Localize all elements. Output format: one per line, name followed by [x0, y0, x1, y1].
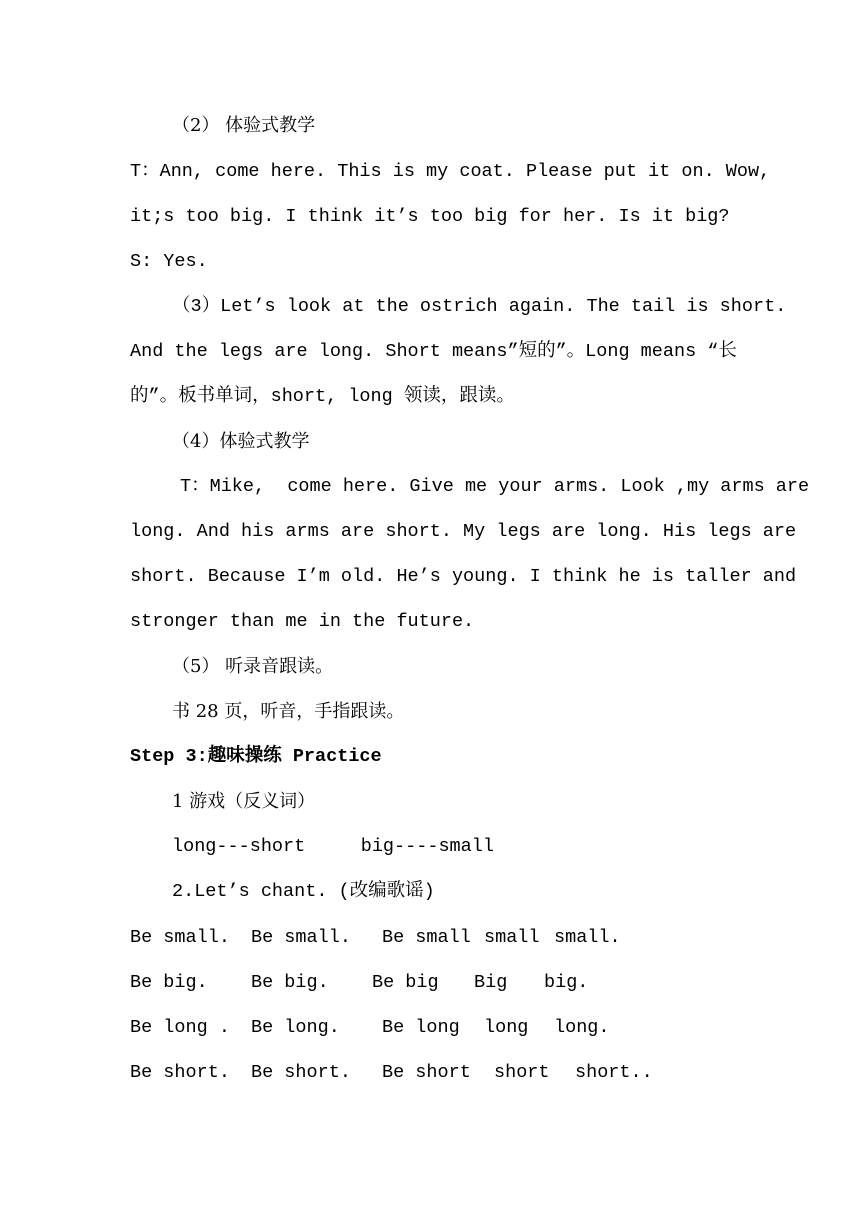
paragraph-line: 的”。板书单词，short, long 领读，跟读。: [130, 386, 515, 407]
paragraph-line: S: Yes.: [130, 251, 208, 272]
chant-cell: Be short: [382, 1062, 471, 1083]
chant-cell: Be long: [382, 1017, 460, 1038]
chant-cell: Be big.: [251, 972, 329, 993]
chant-cell: Be long.: [251, 1017, 340, 1038]
paragraph-line: 书 28 页，听音，手指跟读。: [172, 701, 405, 722]
chant-row: [130, 1061, 653, 1229]
step-3-heading: Step 3:趣味操练 Practice: [130, 746, 382, 767]
heading-listen-5: （5） 听录音跟读。: [172, 656, 334, 677]
heading-experiential-4: （4）体验式教学: [172, 431, 310, 452]
paragraph-line: long. And his arms are short. My legs are long. His legs are: [130, 521, 797, 542]
chant-cell: small: [484, 927, 540, 948]
paragraph-line: stronger than me in the future.: [130, 611, 475, 632]
paragraph-line: And the legs are long. Short means”短的”。Long means “长: [130, 341, 737, 362]
text-segment: T：Ann, come here. This is my coat. Please put it on. Wow,: [130, 161, 771, 182]
chant-cell: Be long .: [130, 1017, 230, 1038]
paragraph-line: it;s too big. I think it’s too big for her. Is it big?: [130, 206, 730, 227]
paragraph-line: short. Because I’m old. He’s young. I think he is taller and: [130, 566, 797, 587]
chant-cell: short: [494, 1062, 550, 1083]
chant-cell: Be small.: [251, 927, 351, 948]
chant-cell: Be small: [382, 927, 471, 948]
chant-cell: short..: [575, 1062, 653, 1083]
paragraph-line: 1 游戏（反义词）: [172, 791, 316, 812]
chant-cell: Be big.: [130, 972, 208, 993]
antonym-pairs: long---short big----small: [172, 836, 494, 857]
heading-experiential-2: （2） 体验式教学: [172, 115, 316, 136]
chant-cell: big.: [544, 972, 589, 993]
chant-cell: small.: [554, 927, 621, 948]
paragraph-line: [130, 160, 771, 184]
chant-heading: 2.Let’s chant. (改编歌谣): [172, 881, 435, 902]
chant-cell: long.: [554, 1017, 610, 1038]
chant-cell: Be small.: [130, 927, 230, 948]
paragraph-line: T：Mike, come here. Give me your arms. Look ,my arms are: [180, 476, 810, 497]
chant-cell: Be short.: [251, 1062, 351, 1083]
chant-cell: Big: [474, 972, 508, 993]
chant-cell: Be big: [372, 972, 439, 993]
chant-cell: Be short.: [130, 1062, 230, 1083]
paragraph-line: （3）Let’s look at the ostrich again. The tail is short.: [172, 296, 787, 317]
chant-cell: long: [484, 1017, 529, 1038]
